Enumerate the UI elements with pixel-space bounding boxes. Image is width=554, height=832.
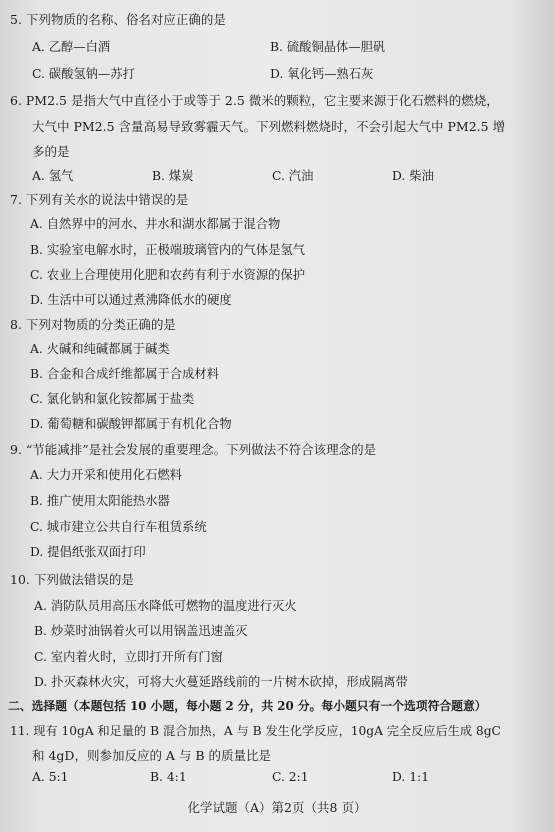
q6-option-a: A. 氢气 — [32, 169, 74, 183]
q6-option-c: C. 汽油 — [272, 169, 314, 183]
q9-option-c: C. 城市建立公共自行车租赁系统 — [30, 520, 207, 534]
page-footer: 化学试题（A）第2页（共8 页） — [187, 800, 367, 815]
q7-option-d: D. 生活中可以通过煮沸降低水的硬度 — [30, 293, 232, 307]
q9-option-d: D. 提倡纸张双面打印 — [30, 545, 146, 559]
q11-stem-line2: 和 4gD，则参加反应的 A 与 B 的质量比是 — [32, 748, 272, 763]
q6-stem-line3: 多的是 — [32, 144, 70, 159]
q11-option-d: D. 1:1 — [392, 770, 430, 784]
q10-option-c: C. 室内着火时，立即打开所有门窗 — [34, 650, 223, 664]
q8-option-a: A. 火碱和纯碱都属于碱类 — [30, 342, 170, 356]
q6-option-b: B. 煤炭 — [152, 169, 194, 183]
q9-stem: 9. “节能减排”是社会发展的重要理念。下列做法不符合该理念的是 — [10, 442, 377, 457]
q11-stem-line1: 11. 现有 10gA 和足量的 B 混合加热，A 与 B 发生化学反应，10gA 完全反应后生成 8gC — [10, 724, 501, 738]
q11-option-c: C. 2:1 — [272, 770, 309, 784]
q7-option-a: A. 自然界中的河水、井水和湖水都属于混合物 — [30, 217, 281, 231]
q7-stem: 7. 下列有关水的说法中错误的是 — [10, 192, 189, 207]
q10-option-a: A. 消防队员用高压水降低可燃物的温度进行灭火 — [34, 599, 297, 613]
q8-option-b: B. 合金和合成纤维都属于合成材料 — [30, 367, 220, 381]
q7-option-b: B. 实验室电解水时，正极端玻璃管内的气体是氢气 — [30, 243, 306, 257]
section-2-heading: 二、选择题（本题包括 10 小题，每小题 2 分，共 20 分。每小题只有一个选项符合题意） — [8, 699, 487, 713]
q11-option-b: B. 4:1 — [150, 770, 187, 784]
q8-stem: 8. 下列对物质的分类正确的是 — [10, 317, 176, 332]
q5-option-d: D. 氧化钙—熟石灰 — [270, 67, 374, 81]
q6-stem-line2: 大气中 PM2.5 含量高易导致雾霾天气。下列燃料燃烧时，不会引起大气中 PM2.5 增 — [32, 119, 506, 134]
q9-option-b: B. 推广使用太阳能热水器 — [30, 494, 170, 508]
q8-option-c: C. 氯化钠和氯化铵都属于盐类 — [30, 392, 195, 406]
q7-option-c: C. 农业上合理使用化肥和农药有利于水资源的保护 — [30, 268, 306, 282]
q9-option-a: A. 大力开采和使用化石燃料 — [30, 468, 182, 482]
q5-option-c: C. 碳酸氢钠—苏打 — [32, 67, 135, 81]
q11-option-a: A. 5:1 — [32, 770, 69, 784]
q10-option-b: B. 炒菜时油锅着火可以用锅盖迅速盖灭 — [34, 624, 248, 638]
q6-option-d: D. 柴油 — [392, 169, 434, 183]
q5-stem: 5. 下列物质的名称、俗名对应正确的是 — [10, 12, 226, 27]
q6-stem-line1: 6. PM2.5 是指大气中直径小于或等于 2.5 微米的颗粒，它主要来源于化石燃料的燃烧， — [10, 93, 499, 108]
q10-option-d: D. 扑灭森林火灾，可将大火蔓延路线前的一片树木砍掉，形成隔离带 — [34, 675, 408, 689]
q8-option-d: D. 葡萄糖和碳酸钾都属于有机化合物 — [30, 417, 232, 431]
q5-option-a: A. 乙醇—白酒 — [32, 40, 111, 54]
q10-stem: 10. 下列做法错误的是 — [10, 572, 134, 587]
q5-option-b: B. 硫酸铜晶体—胆矾 — [270, 40, 386, 54]
